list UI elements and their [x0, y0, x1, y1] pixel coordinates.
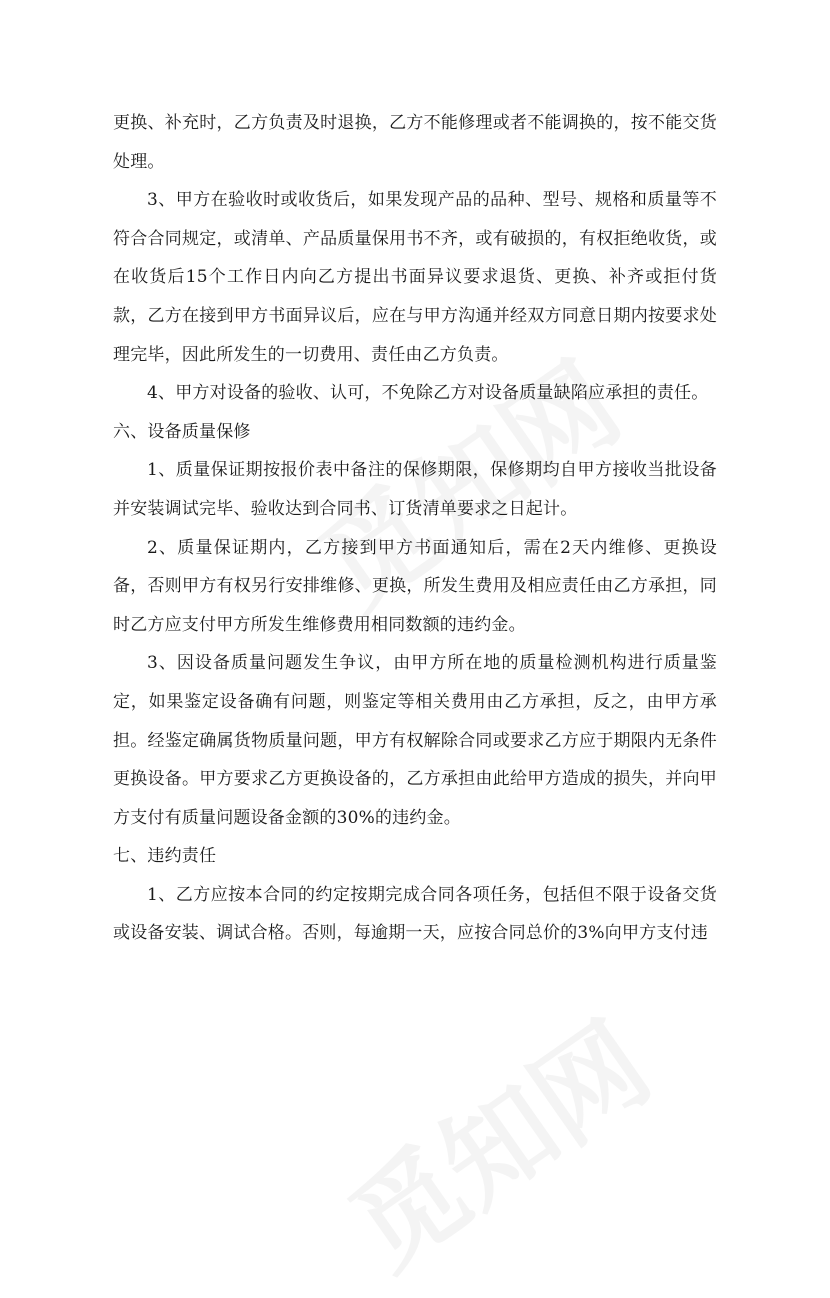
clause-5-4: 4、甲方对设备的验收、认可，不免除乙方对设备质量缺陷应承担的责任。 [147, 383, 709, 404]
section-heading-6: 六、设备质量保修 [113, 421, 251, 442]
clause-7-1: 1、乙方应按本合同的约定按期完成合同各项任务，包括但不限于设备交货或设备安装、调试合格。否则，每逾期一天，应按合同总价的3%向甲方支付违 [113, 884, 717, 944]
clause-6-2: 2、质量保证期内，乙方接到甲方书面通知后，需在2天内维修、更换设备，否则甲方有权另行安排维修、更换，所发生费用及相应责任由乙方承担，同时乙方应支付甲方所发生维修费用相同数额的违约金。 [113, 537, 717, 635]
clause-5-3: 3、甲方在验收时或收货后，如果发现产品的品种、型号、规格和质量等不符合合同规定，或清单、产品质量保用书不齐，或有破损的，有权拒绝收货，或在收货后15个工作日内向乙方提出书面异议要求退货、更换、补齐或拒付货款，乙方在接到甲方书面异议后，应在与甲方沟通并经双方同意日期内按要求处理完毕，因此所发生的一切费用、责任由乙方负责。 [113, 190, 717, 365]
watermark [315, 980, 676, 1298]
paragraph-continuation: 更换、补充时，乙方负责及时退换，乙方不能修理或者不能调换的，按不能交货处理。 [113, 113, 717, 172]
clause-6-3: 3、因设备质量问题发生争议，由甲方所在地的质量检测机构进行质量鉴定，如果鉴定设备确有问题，则鉴定等相关费用由乙方承担，反之，由甲方承担。经鉴定确属货物质量问题，甲方有权解除合同或要求乙方应于期限内无条件更换设备。甲方要求乙方更换设备的，乙方承担由此给甲方造成的损失，并向甲方支付有质量问题设备金额的30%的违约金。 [113, 653, 717, 828]
document-body [113, 104, 717, 953]
section-heading-7: 七、违约责任 [113, 846, 217, 867]
clause-6-1: 1、质量保证期按报价表中备注的保修期限，保修期均自甲方接收当批设备并安装调试完毕、验收达到合同书、订货清单要求之日起计。 [113, 460, 717, 519]
